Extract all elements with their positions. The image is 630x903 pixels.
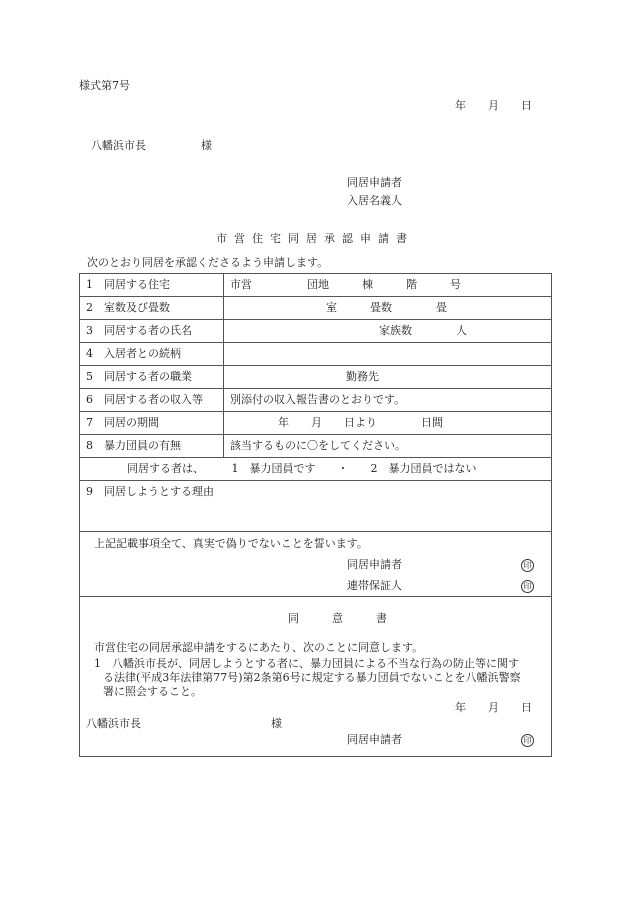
consent-intro: 市営住宅の同居承認申請をするにあたり、次のことに同意します。 xyxy=(94,641,424,654)
row-value-name: 家族数 人 xyxy=(379,324,467,337)
consent-seal-icon: 印 xyxy=(521,734,534,747)
table-border-top xyxy=(79,273,552,274)
row-value-income: 別添付の収入報告書のとおりです。 xyxy=(230,393,406,406)
row-divider xyxy=(79,531,552,532)
reason-label: 9 同居しようとする理由 xyxy=(86,485,214,498)
row-value-gang: 該当するものに〇をしてください。 xyxy=(230,439,406,452)
row-divider xyxy=(79,596,552,597)
row-label-name: 3 同居する者の氏名 xyxy=(86,324,192,337)
row-label-housing: 1 同居する住宅 xyxy=(86,278,170,291)
gang-status-choice[interactable]: 同居する者は、 1 暴力団員です ・ 2 暴力団員ではない xyxy=(127,462,477,475)
guarantor-seal-icon: 印 xyxy=(521,580,534,593)
row-value-period: 年 月 日より 日間 xyxy=(278,416,443,429)
tenant-label: 入居名義人 xyxy=(347,194,402,207)
row-divider xyxy=(79,296,552,297)
row-divider xyxy=(79,319,552,320)
page-title: 市営住宅同居承認申請書 xyxy=(216,232,414,245)
row-divider xyxy=(79,411,552,412)
form-number: 様式第7号 xyxy=(79,79,130,92)
row-divider xyxy=(79,457,552,458)
row-label-relation: 4 入居者との続柄 xyxy=(86,347,181,360)
row-divider xyxy=(79,365,552,366)
consent-clause-line: る法律(平成3年法律第77号)第2条第6号に規定する暴力団員でないことを八幡浜警察 xyxy=(103,671,521,684)
applicant-label: 同居申請者 xyxy=(347,176,402,189)
consent-addressee: 八幡浜市長 xyxy=(86,717,141,730)
row-value-occupation: 勤務先 xyxy=(346,370,379,383)
pledge-applicant-label: 同居申請者 xyxy=(347,558,402,571)
consent-applicant-label: 同居申請者 xyxy=(347,733,402,746)
row-divider xyxy=(79,434,552,435)
consent-clause-line: 1 八幡浜市長が、同居しようとする者に、暴力団員による不当な行為の防止等に関す xyxy=(94,657,519,670)
pledge-text: 上記記載事項全て、真実で偽りでないことを誓います。 xyxy=(94,537,368,550)
row-divider xyxy=(79,480,552,481)
row-label-rooms: 2 室数及び畳数 xyxy=(86,301,170,314)
row-divider xyxy=(79,388,552,389)
consent-title: 同 意 書 xyxy=(288,612,387,625)
consent-date-line: 年 月 日 xyxy=(455,701,532,714)
date-line: 年 月 日 xyxy=(455,99,532,112)
row-label-occupation: 5 同居する者の職業 xyxy=(86,370,192,383)
row-value-housing: 市営 団地 棟 階 号 xyxy=(230,278,461,291)
intro-text: 次のとおり同居を承認くださるよう申請します。 xyxy=(87,256,329,269)
table-border-bottom xyxy=(79,756,552,757)
table-border-left xyxy=(79,273,80,757)
addressee: 八幡浜市長 様 xyxy=(91,139,212,152)
consent-addressee-suffix: 様 xyxy=(271,717,282,730)
consent-clause-line: 署に照会すること。 xyxy=(103,685,202,698)
table-border-right xyxy=(551,273,552,757)
row-label-period: 7 同居の期間 xyxy=(86,416,159,429)
pledge-guarantor-label: 連帯保証人 xyxy=(347,579,402,592)
row-value-rooms: 室 畳数 畳 xyxy=(326,301,447,314)
row-divider xyxy=(79,342,552,343)
applicant-seal-icon: 印 xyxy=(521,559,534,572)
row-label-income: 6 同居する者の収入等 xyxy=(86,393,203,406)
row-label-gang: 8 暴力団員の有無 xyxy=(86,439,181,452)
